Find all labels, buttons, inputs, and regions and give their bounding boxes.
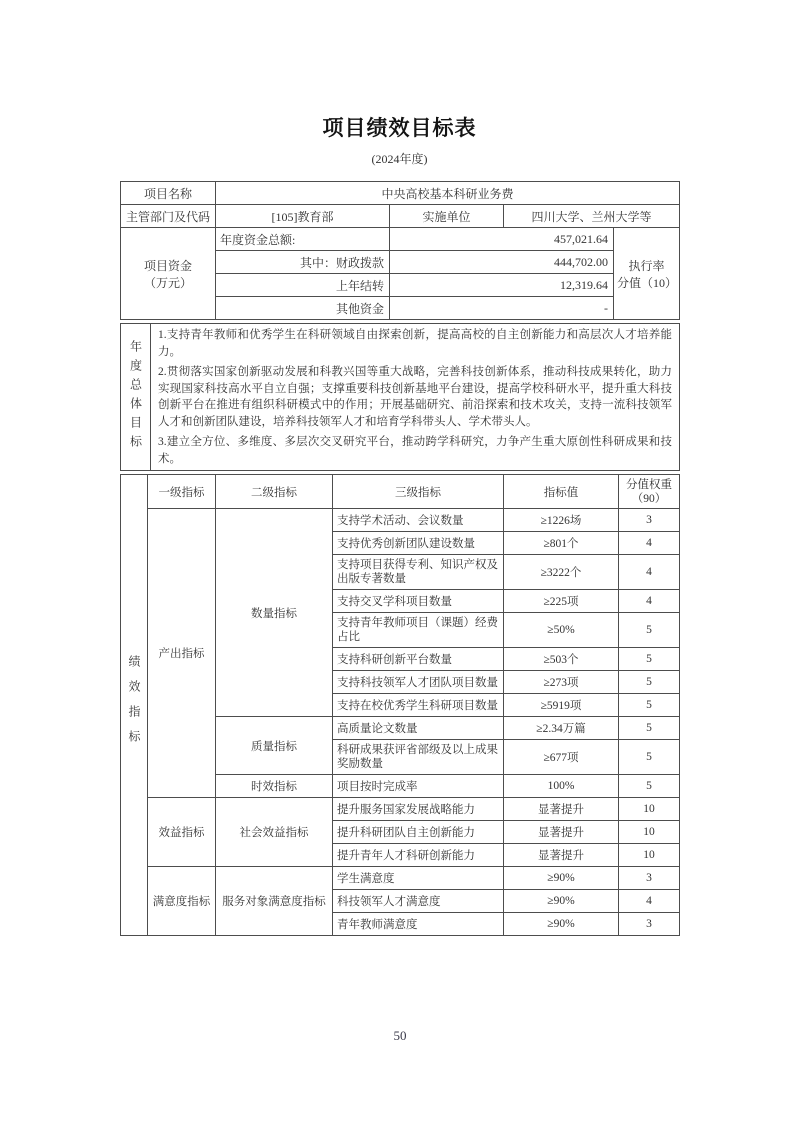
- funding-value-total: 457,021.64: [390, 228, 614, 251]
- header-level3: 三级指标: [333, 475, 504, 509]
- page-title: 项目绩效目标表: [322, 117, 477, 140]
- annual-goal-paragraph-1: 1.支持青年教师和优秀学生在科研领域自由探索创新，提高高校的自主创新能力和高层次人才培养能力。: [158, 329, 672, 358]
- indicator-name: 科研成果获评省部级及以上成果奖励数量: [333, 740, 504, 775]
- indicator-name: 支持科研创新平台数量: [333, 648, 504, 671]
- indicator-value: ≥3222个: [504, 555, 619, 590]
- performance-vertical-text: 绩效指标: [127, 655, 141, 755]
- level2-quality: 质量指标: [216, 717, 333, 775]
- level1-satisfaction: 满意度指标: [148, 867, 216, 936]
- indicator-value: ≥2.34万篇: [504, 717, 619, 740]
- funding-label-total: 年度资金总额:: [216, 228, 390, 251]
- indicator-row: [121, 867, 680, 890]
- funding-label-other: 其他资金: [216, 297, 390, 320]
- indicator-value: 显著提升: [504, 821, 619, 844]
- indicator-value: 显著提升: [504, 844, 619, 867]
- indicator-weight: 10: [619, 798, 680, 821]
- page-subtitle: (2024年度): [371, 152, 428, 166]
- indicator-weight: 10: [619, 821, 680, 844]
- indicator-weight: 5: [619, 717, 680, 740]
- indicator-name: 项目按时完成率: [333, 775, 504, 798]
- indicator-name: 提升服务国家发展战略能力: [333, 798, 504, 821]
- header-weight-line1: 分值权重: [626, 478, 672, 491]
- indicator-value: 显著提升: [504, 798, 619, 821]
- indicator-value: ≥90%: [504, 913, 619, 936]
- indicator-row: [121, 798, 680, 821]
- level1-benefit: 效益指标: [148, 798, 216, 867]
- indicator-value: ≥503个: [504, 648, 619, 671]
- level1-output: 产出指标: [148, 509, 216, 798]
- funding-label-fiscal: 其中：财政拨款: [216, 251, 390, 274]
- indicator-value: ≥90%: [504, 867, 619, 890]
- project-funds-label: [121, 228, 216, 320]
- project-funds-label-line1: 项目资金: [143, 258, 192, 273]
- header-level2: 二级指标: [216, 475, 333, 509]
- impl-unit-value: 四川大学、兰州大学等: [504, 205, 680, 228]
- annual-goal-vertical-text: 年度总体目标: [128, 340, 143, 454]
- indicator-row: [121, 509, 680, 532]
- funding-value-other: -: [390, 297, 614, 320]
- annual-goal-paragraph-2: 2.贯彻落实国家创新驱动发展和科教兴国等重大战略，完善科技创新体系，推动科技成果转化，助力实现国家科技高水平自立自强；支撑重要科技创新基地平台建设，提高学校科研水平，提升重大科技创新平台在推进有组织科研模式中的作用；开展基础研究、前沿探索和技术攻关，支持一流科技领军人才和创新团队建设，培养科技领军人才和培育学科带头人、学术带头人。: [158, 366, 672, 428]
- indicator-weight: 4: [619, 555, 680, 590]
- funding-label-carryover: 上年结转: [216, 274, 390, 297]
- dept-label: 主管部门及代码: [121, 205, 216, 228]
- indicator-weight: 3: [619, 913, 680, 936]
- project-name-label: 项目名称: [121, 182, 216, 205]
- indicator-weight: 10: [619, 844, 680, 867]
- header-value: 指标值: [504, 475, 619, 509]
- dept-value: [105]教育部: [216, 205, 390, 228]
- table-row: [121, 205, 680, 228]
- table-row: [121, 324, 680, 471]
- table-row: [121, 182, 680, 205]
- annual-goal-text-cell: [151, 324, 680, 471]
- impl-unit-label: 实施单位: [390, 205, 504, 228]
- indicator-value: ≥90%: [504, 890, 619, 913]
- indicator-weight: 5: [619, 671, 680, 694]
- indicator-weight: 5: [619, 694, 680, 717]
- level2-timeliness: 时效指标: [216, 775, 333, 798]
- indicator-name: 提升科研团队自主创新能力: [333, 821, 504, 844]
- execution-rate-line2: 分值（10）: [617, 275, 678, 290]
- indicator-weight: 4: [619, 532, 680, 555]
- indicator-name: 支持在校优秀学生科研项目数量: [333, 694, 504, 717]
- indicator-weight: 5: [619, 740, 680, 775]
- execution-rate-line1: 执行率: [628, 258, 665, 273]
- indicator-weight: 3: [619, 867, 680, 890]
- indicator-name: 支持优秀创新团队建设数量: [333, 532, 504, 555]
- indicator-name: 支持青年教师项目（课题）经费占比: [333, 613, 504, 648]
- indicator-weight: 5: [619, 648, 680, 671]
- funding-value-carryover: 12,319.64: [390, 274, 614, 297]
- indicator-value: ≥225项: [504, 590, 619, 613]
- level2-social-benefit: 社会效益指标: [216, 798, 333, 867]
- indicator-value: ≥677项: [504, 740, 619, 775]
- indicator-value: ≥273项: [504, 671, 619, 694]
- indicator-value: ≥5919项: [504, 694, 619, 717]
- indicator-value: ≥1226场: [504, 509, 619, 532]
- indicator-weight: 4: [619, 890, 680, 913]
- indicator-value: 100%: [504, 775, 619, 798]
- execution-rate-score-label: [614, 228, 680, 320]
- annual-goal-side-label: [121, 324, 151, 471]
- annual-goal-paragraph-3: 3.建立全方位、多维度、多层次交叉研究平台，推动跨学科研究，力争产生重大原创性科研成果和技术。: [158, 436, 672, 465]
- document-page: [120, 112, 679, 936]
- header-weight-line2: （90）: [631, 492, 667, 505]
- project-name-value: 中央高校基本科研业务费: [216, 182, 680, 205]
- indicator-weight: 5: [619, 613, 680, 648]
- annual-goal-table: [120, 323, 680, 471]
- table-row: [121, 228, 680, 251]
- project-info-table: [120, 181, 680, 320]
- indicator-weight: 4: [619, 590, 680, 613]
- indicator-name: 学生满意度: [333, 867, 504, 890]
- indicator-value: ≥801个: [504, 532, 619, 555]
- indicators-table: [120, 474, 680, 936]
- funding-value-fiscal: 444,702.00: [390, 251, 614, 274]
- indicator-value: ≥50%: [504, 613, 619, 648]
- indicator-weight: 3: [619, 509, 680, 532]
- indicator-weight: 5: [619, 775, 680, 798]
- project-funds-label-line2: （万元）: [143, 275, 192, 290]
- level2-quantity: 数量指标: [216, 509, 333, 717]
- indicator-name: 青年教师满意度: [333, 913, 504, 936]
- indicator-name: 支持项目获得专利、知识产权及出版专著数量: [333, 555, 504, 590]
- indicator-name: 高质量论文数量: [333, 717, 504, 740]
- header-weight: [619, 475, 680, 509]
- indicators-header-row: [121, 475, 680, 509]
- level2-service-satisfaction: 服务对象满意度指标: [216, 867, 333, 936]
- indicator-name: 提升青年人才科研创新能力: [333, 844, 504, 867]
- header-level1: 一级指标: [148, 475, 216, 509]
- page-number: 50: [393, 1028, 407, 1043]
- indicator-name: 支持学术活动、会议数量: [333, 509, 504, 532]
- indicator-name: 支持科技领军人才团队项目数量: [333, 671, 504, 694]
- performance-side-label: [121, 475, 148, 936]
- indicator-name: 科技领军人才满意度: [333, 890, 504, 913]
- indicator-name: 支持交叉学科项目数量: [333, 590, 504, 613]
